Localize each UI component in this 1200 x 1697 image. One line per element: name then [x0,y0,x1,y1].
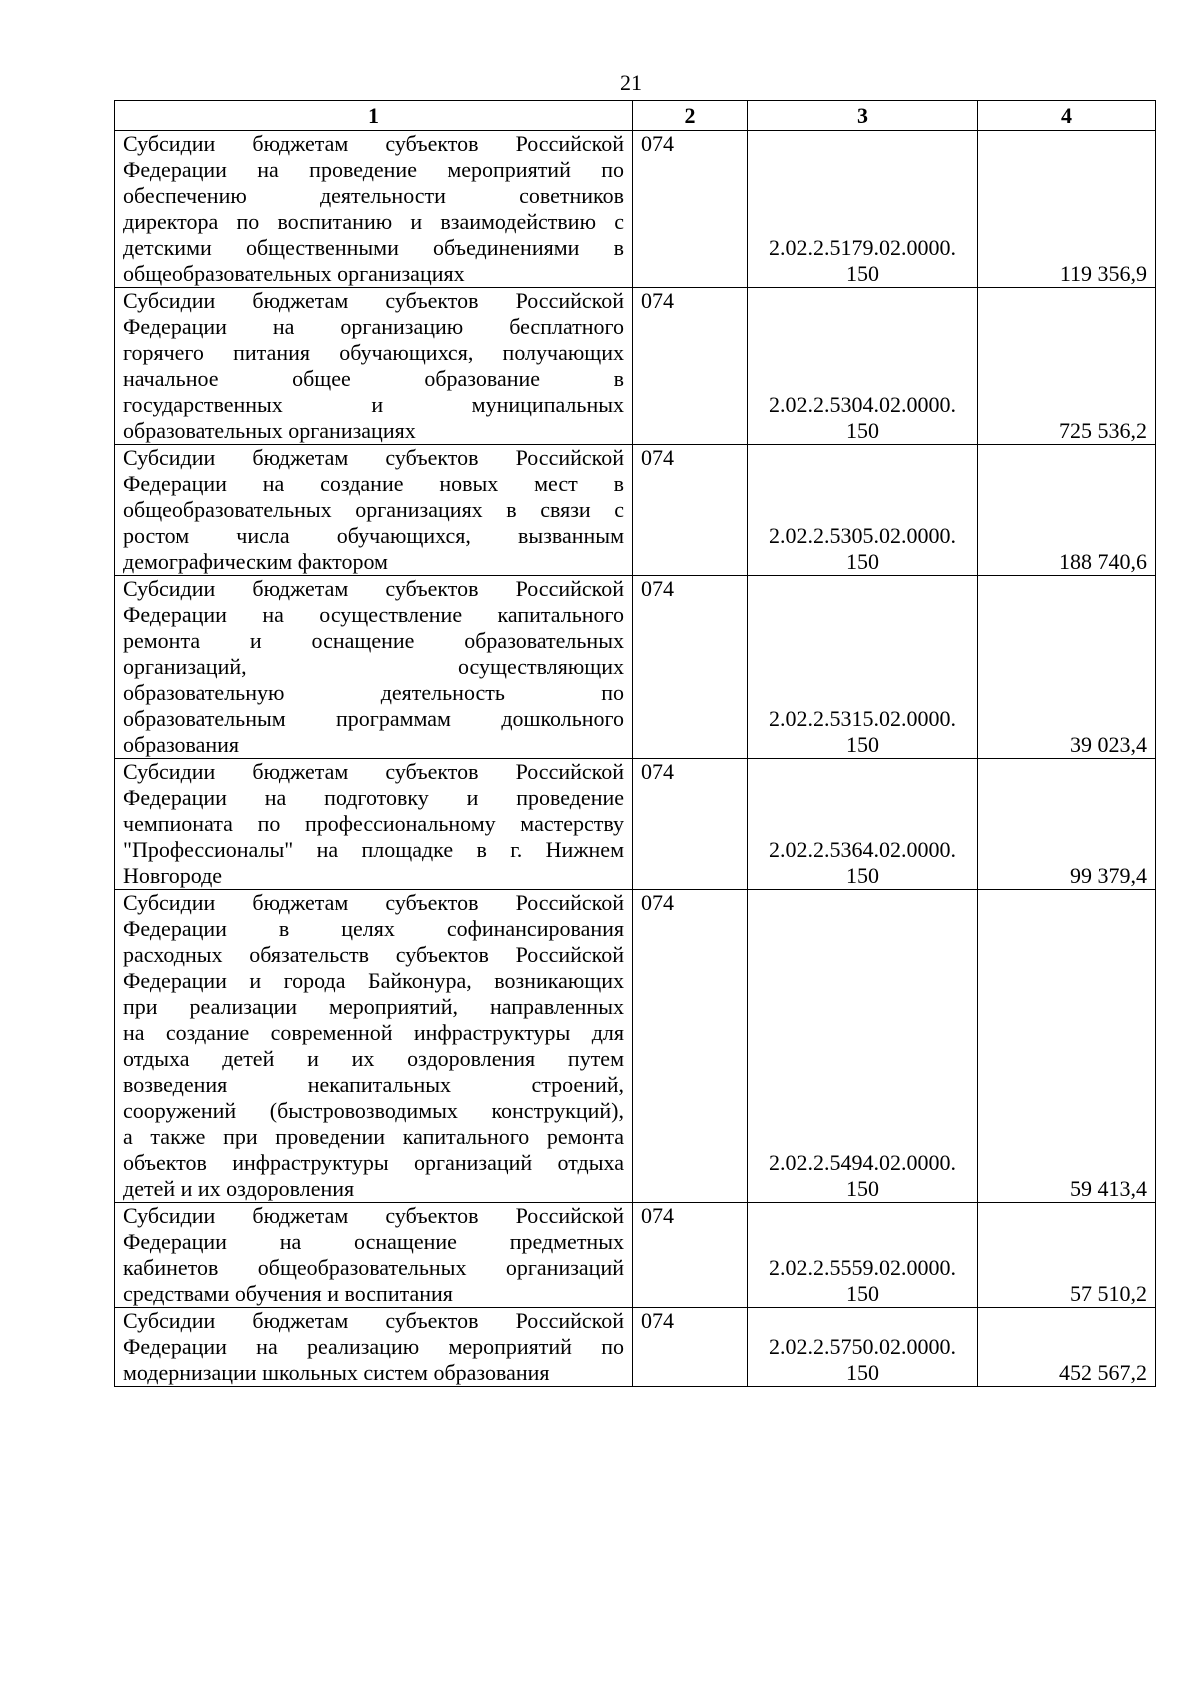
budget-code-cell [748,576,978,759]
description-line: Субсидии бюджетам субъектов Российской [123,288,624,313]
description-line: ремонта и оснащение образовательных [123,628,624,653]
admin-code-cell: 074 [633,288,748,445]
description-line: при реализации мероприятий, направленных [123,994,624,1019]
description-line: общеобразовательных организациях в связи с [123,497,624,522]
budget-code-cell [748,131,978,288]
description-line: Субсидии бюджетам субъектов Российской [123,759,624,784]
admin-code-cell: 074 [633,131,748,288]
amount-cell: 39 023,4 [978,576,1156,759]
description-line: Субсидии бюджетам субъектов Российской [123,1308,624,1333]
description-line: общеобразовательных организациях [123,261,465,286]
table-row [115,890,1156,1203]
budget-code-line-1: 2.02.2.5750.02.0000. [769,1334,956,1359]
admin-code-cell: 074 [633,445,748,576]
description-cell [115,288,633,445]
description-line: образовательным программам дошкольного [123,706,624,731]
amount-cell: 99 379,4 [978,759,1156,890]
budget-code-line-1: 2.02.2.5364.02.0000. [769,837,956,862]
amount-cell: 725 536,2 [978,288,1156,445]
description-line: образовательных организациях [123,418,416,443]
description-cell [115,1203,633,1308]
description-line: Федерации на осуществление капитального [123,602,624,627]
description-line: Федерации на реализацию мероприятий по [123,1334,624,1359]
description-line: детей и их оздоровления [123,1176,355,1201]
description-line: начальное общее образование в [123,366,624,391]
amount-cell: 452 567,2 [978,1308,1156,1387]
description-line: Субсидии бюджетам субъектов Российской [123,576,624,601]
description-line: отдыха детей и их оздоровления путем [123,1046,624,1071]
budget-code-line-2: 150 [846,261,879,286]
budget-code-line-2: 150 [846,549,879,574]
header-row [115,101,1156,131]
admin-code-cell: 074 [633,1203,748,1308]
page-number: 21 [620,70,642,95]
description-line: демографическим фактором [123,549,388,574]
budget-code-line-2: 150 [846,1360,879,1385]
description-line: Федерации в целях софинансирования [123,916,624,941]
description-line: организаций, осуществляющих [123,654,624,679]
description-line: Федерации на создание новых мест в [123,471,624,496]
description-line: а также при проведении капитального ремонта [123,1124,624,1149]
budget-code-line-2: 150 [846,732,879,757]
description-line: чемпионата по профессиональному мастерству [123,811,624,836]
budget-code-line-2: 150 [846,1281,879,1306]
amount-cell: 57 510,2 [978,1203,1156,1308]
column-header-2: 2 [633,101,748,131]
budget-code-cell [748,890,978,1203]
table-row [115,1203,1156,1308]
description-line: "Профессионалы" на площадке в г. Нижнем [123,837,624,862]
budget-code-cell [748,759,978,890]
description-line: ростом числа обучающихся, вызванным [123,523,624,548]
description-line: детскими общественными объединениями в [123,235,624,260]
description-line: Субсидии бюджетам субъектов Российской [123,1203,624,1228]
description-line: обеспечению деятельности советников [123,183,624,208]
budget-code-cell [748,1203,978,1308]
description-line: расходных обязательств субъектов Российской [123,942,624,967]
description-line: на создание современной инфраструктуры для [123,1020,624,1045]
description-line: Субсидии бюджетам субъектов Российской [123,131,624,156]
admin-code-cell: 074 [633,890,748,1203]
budget-code-cell [748,288,978,445]
description-cell [115,131,633,288]
description-line: государственных и муниципальных [123,392,624,417]
description-cell [115,576,633,759]
admin-code-cell: 074 [633,1308,748,1387]
description-line: Субсидии бюджетам субъектов Российской [123,890,624,915]
description-line: Субсидии бюджетам субъектов Российской [123,445,624,470]
admin-code-cell: 074 [633,759,748,890]
description-line: Новгороде [123,863,223,888]
budget-code-line-2: 150 [846,863,879,888]
description-line: директора по воспитанию и взаимодействию с [123,209,624,234]
table-row [115,1308,1156,1387]
budget-code-line-1: 2.02.2.5304.02.0000. [769,392,956,417]
budget-code-line-1: 2.02.2.5315.02.0000. [769,706,956,731]
admin-code-cell: 074 [633,576,748,759]
description-line: Федерации на проведение мероприятий по [123,157,624,182]
budget-code-line-1: 2.02.2.5494.02.0000. [769,1150,956,1175]
table-row [115,759,1156,890]
description-cell [115,759,633,890]
description-cell [115,445,633,576]
description-line: образовательную деятельность по [123,680,624,705]
description-line: Федерации на подготовку и проведение [123,785,624,810]
description-line: образования [123,732,240,757]
amount-cell: 119 356,9 [978,131,1156,288]
budget-code-line-2: 150 [846,1176,879,1201]
column-header-4: 4 [978,101,1156,131]
description-cell [115,1308,633,1387]
description-line: объектов инфраструктуры организаций отдыха [123,1150,624,1175]
table-row [115,445,1156,576]
budget-code-line-1: 2.02.2.5179.02.0000. [769,235,956,260]
description-cell [115,890,633,1203]
table-row [115,288,1156,445]
amount-cell: 59 413,4 [978,890,1156,1203]
description-line: Федерации на организацию бесплатного [123,314,624,339]
description-line: средствами обучения и воспитания [123,1281,453,1306]
budget-code-cell [748,1308,978,1387]
amount-cell: 188 740,6 [978,445,1156,576]
budget-code-line-1: 2.02.2.5305.02.0000. [769,523,956,548]
budget-table [114,100,1156,1387]
description-line: сооружений (быстровозводимых конструкций), [123,1098,624,1123]
table-row [115,131,1156,288]
table-row [115,576,1156,759]
description-line: Федерации и города Байконура, возникающих [123,968,624,993]
column-header-3: 3 [748,101,978,131]
description-line: горячего питания обучающихся, получающих [123,340,624,365]
description-line: модернизации школьных систем образования [123,1360,550,1385]
budget-code-cell [748,445,978,576]
column-header-1: 1 [115,101,633,131]
description-line: возведения некапитальных строений, [123,1072,624,1097]
description-line: кабинетов общеобразовательных организаций [123,1255,624,1280]
budget-code-line-2: 150 [846,418,879,443]
budget-code-line-1: 2.02.2.5559.02.0000. [769,1255,956,1280]
description-line: Федерации на оснащение предметных [123,1229,624,1254]
